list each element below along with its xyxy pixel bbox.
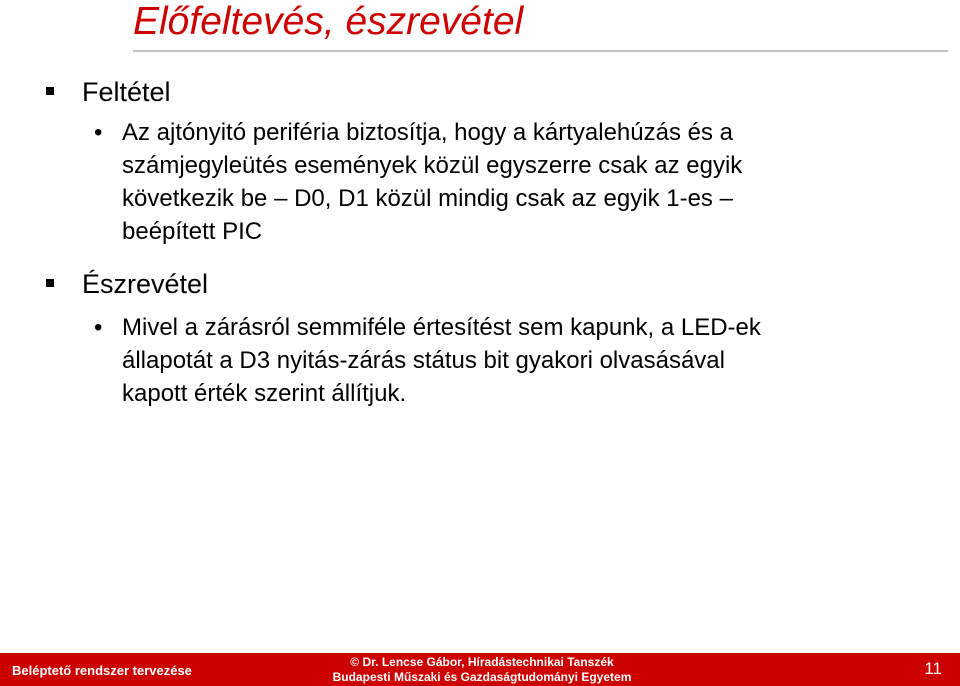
bullet-text-line: állapotát a D3 nyitás-zárás státus bit gyakori olvasásával (122, 347, 725, 374)
footer-institution: Budapesti Műszaki és Gazdaságtudományi Egyetem (332, 670, 632, 684)
bullet-text-line: beépített PIC (122, 218, 263, 245)
slide-title: Előfeltevés, észrevétel (133, 0, 524, 43)
bullet-text-line: Mivel a zárásról semmiféle értesítést sem kapunk, a LED-ek (122, 314, 761, 341)
bullet-dot-icon: • (94, 314, 103, 341)
list-item (94, 311, 894, 410)
page-number: 11 (924, 659, 942, 678)
section-heading-label: Észrevétel (82, 269, 209, 299)
list-item (94, 116, 894, 248)
footer-bar (0, 653, 960, 686)
footer-course-title: Beléptető rendszer tervezése (12, 663, 192, 678)
title-divider (133, 50, 948, 52)
section-heading-label: Feltétel (82, 77, 171, 107)
square-bullet-icon (46, 87, 54, 95)
footer-copyright (332, 655, 632, 685)
bullet-text-line: számjegyleütés események közül egyszerre csak az egyik (122, 152, 743, 179)
bullet-text-line: kapott érték szerint állítjuk. (122, 380, 407, 407)
square-bullet-icon (46, 279, 54, 287)
bullet-text-line: Az ajtónyitó periféria biztosítja, hogy a kártyalehúzás és a (122, 119, 733, 146)
bullet-dot-icon: • (94, 119, 103, 146)
footer-author: © Dr. Lencse Gábor, Híradástechnikai Tanszék (350, 655, 614, 669)
bullet-text-line: következik be – D0, D1 közül mindig csak az egyik 1-es – (122, 185, 733, 212)
